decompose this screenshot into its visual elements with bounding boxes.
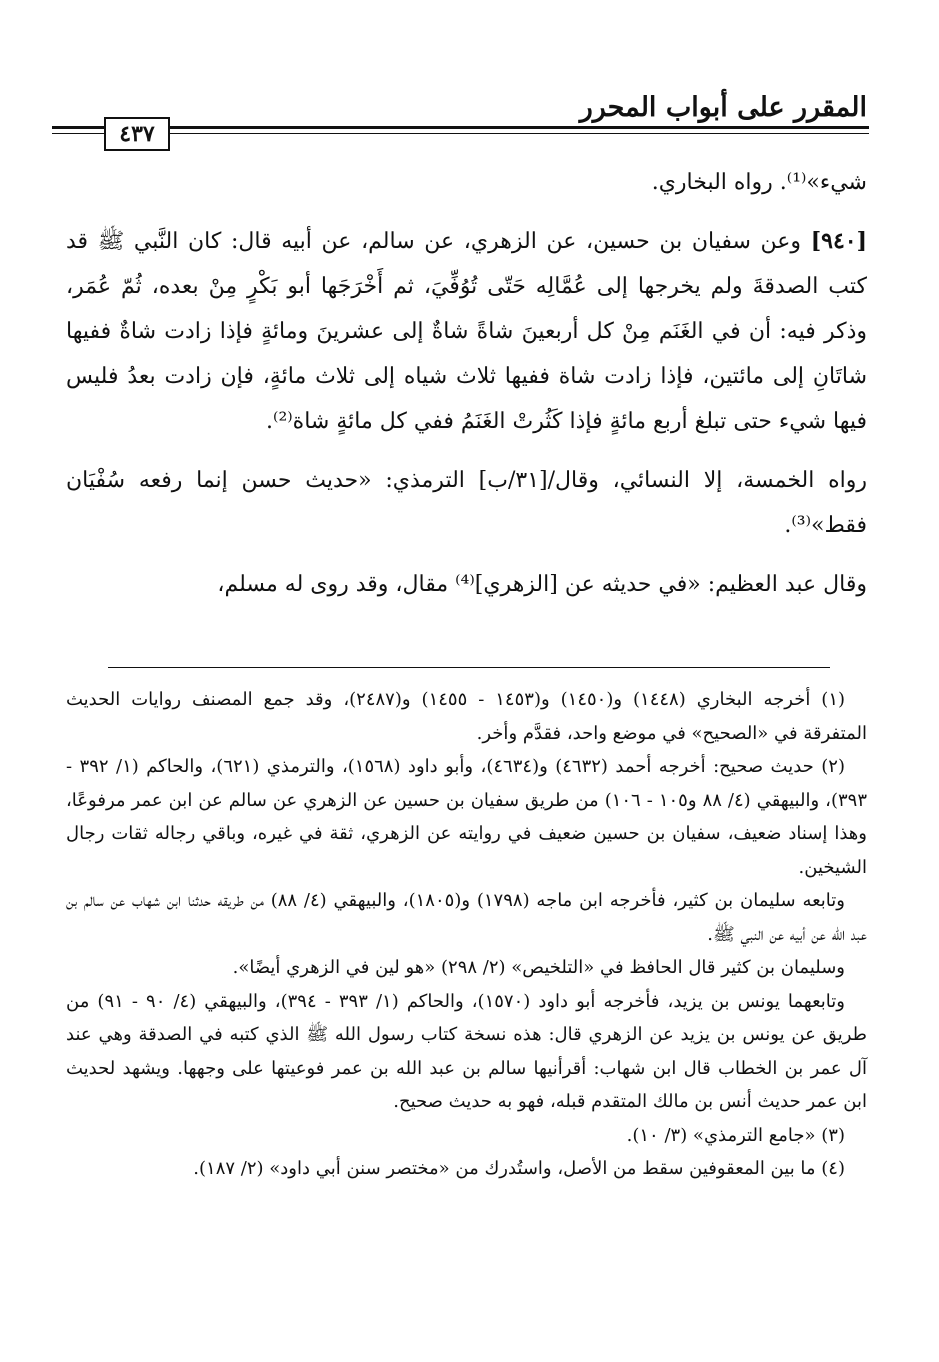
hadith-paragraph	[66, 219, 867, 444]
header-rule-thick	[52, 126, 869, 129]
footnote-1: (١) أخرجه البخاري (١٤٤٨) و(١٤٥٠) و(١٤٥٣ - ١٤٥٥) و(٢٤٨٧)، وقد جمع المصنف روايات الحديث المتفرقة في «الصحيح» في موضع واحد، فقدَّم وأخر.	[66, 689, 867, 744]
footnote-2-continuation-3: وتابعهما يونس بن يزيد، فأخرجه أبو داود (١٥٧٠)، والحاكم (١/ ٣٩٣ - ٣٩٤)، والبيهقي (٤/ ٩٠ - ٩١) من طريق عن يونس بن يزيد عن الزهري قال: هذه نسخة كتاب رسول الله ﷺ الذي كتبه في الصدقة وهي عند آل عمر بن الخطاب قال ابن شهاب: أقرأنيها سالم بن عبد الله بن عمر فوعيتها على وجهها. ويشهد لحديث ابن عمر حديث أنس بن مالك المتقدم قبله، فهو به حديث صحيح.	[66, 990, 867, 1112]
main-text	[66, 160, 867, 607]
footnote-separator	[108, 667, 830, 668]
footnote-2-continuation-1: وتابعه سليمان بن كثير، فأخرجه ابن ماجه (١٧٩٨) و(١٨٠٥)، والبيهقي (٤/ ٨٨) من طريقه حدثنا ابن شهاب عن سالم بن عبد الله عن أبيه عن النبي ﷺ.	[66, 890, 867, 945]
page-number: ٤٣٧	[119, 121, 155, 147]
quote-paragraph: وقال عبد العظيم: «في حديثه عن [الزهري]⁽⁴⁾ مقال، وقد روى له مسلم،	[217, 572, 867, 597]
footnote-2: (٢) حديث صحيح: أخرجه أحمد (٤٦٣٢) و(٤٦٣٤)، وأبو داود (١٥٦٨)، والترمذي (٦٢١)، والحاكم (١/ ٣٩٢ - ٣٩٣)، والبيهقي (٤/ ٨٨ و١٠٥ - ١٠٦) من طريق سفيان بن حسين عن الزهري عن سالم عن ابن عمر مرفوعًا، وهذا إسناد ضعيف، سفيان بن حسين ضعيف في روايته عن الزهري، ثقة في غيره، وباقي رجاله ثقات رجال الشيخين.	[66, 756, 867, 878]
running-header-title: المقرر على أبواب المحرر	[579, 92, 867, 123]
page-number-box	[104, 117, 170, 151]
paragraph-continuation: شيء»⁽¹⁾. رواه البخاري.	[651, 170, 867, 195]
header-rule-thin	[52, 133, 869, 134]
hadith-text: وعن سفيان بن حسين، عن الزهري، عن سالم، عن أبيه قال: كان النَّبي ﷺ قد كتب الصدقةَ ولم يخرجها إلى عُمَّالِه حَتّى تُوُفِّيَ، ثم أَخْرَجَها أبو بَكْرٍ مِنْ بعده، ثُمّ عُمَر، وذكر فيه: أن في الغَنَم مِنْ كل أربعينَ شاةً شاةٌ إلى عشرينَ ومائةٍ فإذا زادت شاةٌ ففيها شاتَانِ إلى مائتين، فإذا زادت شاة ففيها ثلاث شياه إلى ثلاث مائةٍ، فإن زادت بعدُ فليس فيها شيء حتى تبلغ أربع مائةٍ فإذا كَثُرتْ الغَنَمُ ففي كل مائةٍ شاة⁽²⁾.	[66, 229, 867, 434]
footnote-3: (٣) «جامع الترمذي» (٣/ ١٠).	[626, 1124, 845, 1146]
narration-paragraph: رواه الخمسة، إلا النسائي، وقال/[٣١/ب] الترمذي: «حديث حسن إنما رفعه سُفْيَان فقط»⁽³⁾.	[66, 468, 868, 538]
footnote-4: (٤) ما بين المعقوفين سقط من الأصل، واستُدرك من «مختصر سنن أبي داود» (٢/ ١٨٧).	[193, 1158, 845, 1179]
hadith-number: [٩٤٠]	[810, 228, 868, 254]
footnote-2-continuation-2: وسليمان بن كثير قال الحافظ في «التلخيص» (٢/ ٢٩٨) «هو لين في الزهري أيضًا».	[232, 957, 845, 978]
footnotes	[66, 683, 867, 1186]
